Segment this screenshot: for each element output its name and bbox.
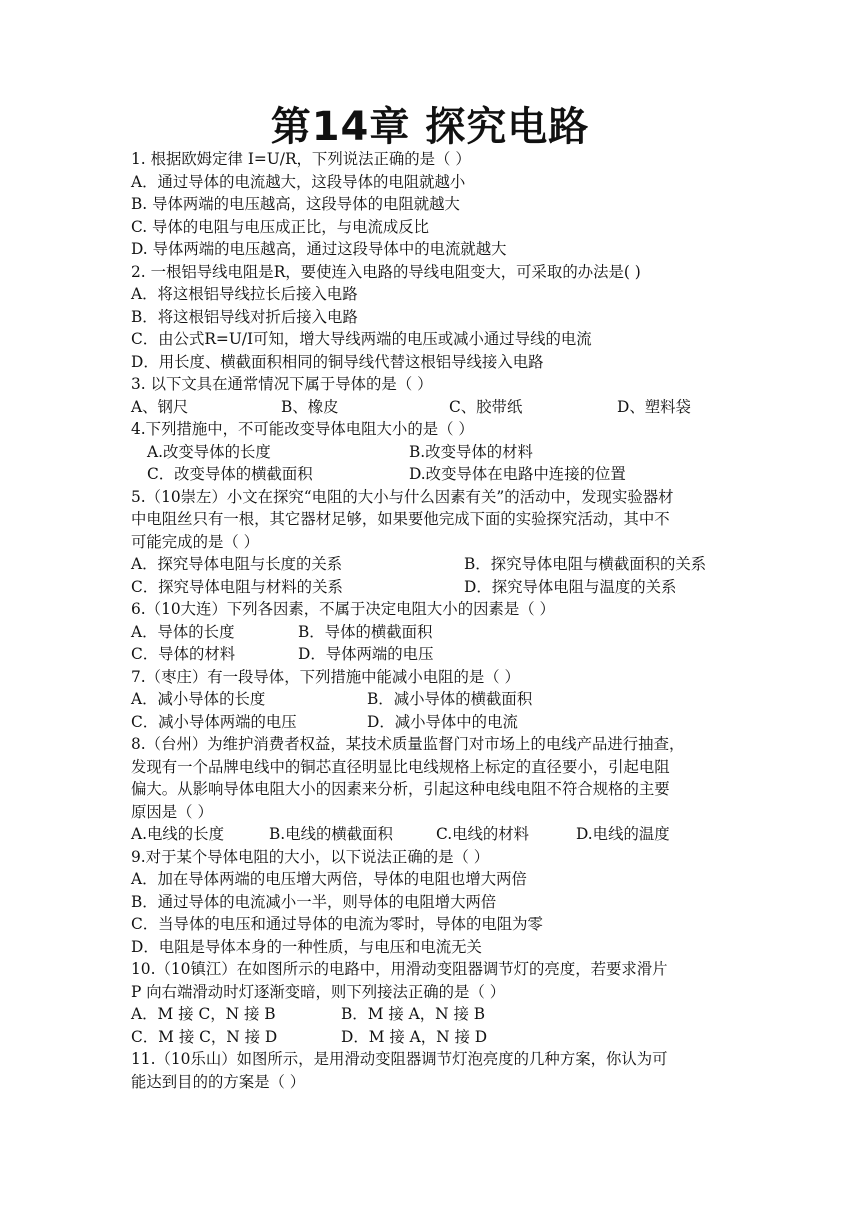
q11-stem-line2: 能达到目的的方案是（ ）	[131, 1072, 306, 1091]
q6-stem: 6.（10大连）下列各因素，不属于决定电阻大小的因素是（ ）	[131, 600, 555, 618]
q1-option-c: C. 导体的电阻与电压成正比，与电流成反比	[131, 217, 430, 236]
q8-stem-line2: 发现有一个品牌电线中的铜芯直径明显比电线规格上标定的直径要小，引起电阻	[131, 757, 670, 776]
q4-option-a: A.改变导体的长度	[147, 442, 271, 461]
q5-option-d: D．探究导体电阻与温度的关系	[464, 577, 677, 596]
q3-options	[131, 396, 731, 419]
q2-option-c: C．由公式R=U/I可知，增大导线两端的电压或减小通过导线的电流	[131, 330, 592, 348]
q3-option-c: C、胶带纸	[449, 397, 523, 416]
q9-option-d: D．电阻是导体本身的一种性质，与电压和电流无关	[131, 937, 482, 956]
chapter-title: 第14章 探究电路	[270, 104, 590, 150]
q4-options-row1	[131, 441, 731, 464]
q9-option-b: B．通过导体的电流减小一半，则导体的电阻增大两倍	[131, 892, 497, 911]
q4-option-b: B.改变导体的材料	[409, 442, 533, 461]
q10-option-a: A．M 接 C，N 接 B	[131, 1005, 276, 1023]
q6-options-row2	[131, 643, 731, 666]
q6-option-a: A．导体的长度	[131, 622, 235, 641]
q10-option-c: C．M 接 C，N 接 D	[131, 1027, 278, 1046]
q4-options-row2	[131, 463, 731, 486]
q10-option-d: D．M 接 A，N 接 D	[341, 1027, 488, 1046]
q5-stem-line1: 5.（10崇左）小文在探究“电阻的大小与什么因素有关”的活动中，发现实验器材	[131, 487, 674, 506]
q5-options-row2	[131, 576, 731, 599]
q3-option-b: B、橡皮	[281, 397, 339, 416]
q8-stem-line1: 8.（台州）为维护消费者权益，某技术质量监督门对市场上的电线产品进行抽查，	[131, 735, 685, 753]
q2-option-d: D．用长度、横截面积相同的铜导线代替这根铝导线接入电路	[131, 352, 544, 371]
q8-stem-line4: 原因是（ ）	[131, 802, 213, 821]
q5-option-a: A．探究导体电阻与长度的关系	[131, 555, 343, 573]
q7-option-b: B．减小导体的横截面积	[367, 690, 533, 708]
q7-options-row2	[131, 711, 731, 734]
q8-option-b: B.电线的横截面积	[269, 825, 393, 843]
q7-option-a: A．减小导体的长度	[131, 690, 266, 708]
q6-option-b: B．导体的横截面积	[298, 622, 433, 641]
q2-option-b: B．将这根铝导线对折后接入电路	[131, 307, 358, 326]
q7-options-row1	[131, 688, 731, 711]
q5-stem-line2: 中电阻丝只有一根，其它器材足够，如果要他完成下面的实验探究活动，其中不	[131, 510, 670, 528]
question-list	[131, 148, 731, 1093]
q9-stem: 9.对于某个导体电阻的大小，以下说法正确的是（ ）	[131, 847, 490, 866]
q1-option-a: A．通过导体的电流越大，这段导体的电阻就越小	[131, 172, 466, 191]
q7-option-c: C．减小导体两端的电压	[131, 712, 297, 731]
q10-stem-line1: 10.（10镇江）在如图所示的电路中，用滑动变阻器调节灯的亮度，若要求滑片	[131, 960, 668, 978]
q10-option-b: B．M 接 A，N 接 B	[341, 1005, 486, 1023]
q7-stem: 7.（枣庄）有一段导体，下列措施中能减小电阻的是（ ）	[131, 667, 520, 686]
q7-option-d: D．减小导体中的电流	[367, 712, 518, 731]
q4-option-d: D.改变导体在电路中连接的位置	[409, 465, 626, 483]
q9-option-a: A．加在导体两端的电压增大两倍，导体的电阻也增大两倍	[131, 870, 527, 888]
q3-option-a: A、钢尺	[131, 397, 189, 416]
q9-option-c: C．当导体的电压和通过导体的电流为零时，导体的电阻为零	[131, 915, 543, 933]
q6-options-row1	[131, 621, 731, 644]
q1-option-d: D. 导体两端的电压越高，通过这段导体中的电流就越大	[131, 240, 507, 258]
q5-option-c: C．探究导体电阻与材料的关系	[131, 577, 343, 596]
q5-option-b: B．探究导体电阻与横截面积的关系	[464, 555, 707, 573]
q5-options-row1	[131, 553, 731, 576]
q10-options-row2	[131, 1026, 731, 1049]
q5-stem-line3: 可能完成的是（ ）	[131, 532, 260, 551]
q8-options	[131, 823, 731, 846]
q8-stem-line3: 偏大。从影响导体电阻大小的因素来分析，引起这种电线电阻不符合规格的主要	[131, 780, 670, 798]
q8-option-a: A.电线的长度	[131, 825, 224, 843]
q6-option-c: C．导体的材料	[131, 645, 236, 663]
q8-option-c: C.电线的材料	[436, 825, 530, 843]
q4-option-c: C．改变导体的横截面积	[147, 465, 313, 483]
q3-option-d: D、塑料袋	[617, 397, 691, 416]
q10-options-row1	[131, 1003, 731, 1026]
q11-stem-line1: 11.（10乐山）如图所示，是用滑动变阻器调节灯泡亮度的几种方案，你认为可	[131, 1050, 668, 1068]
q2-stem: 2. 一根铝导线电阻是R，要使连入电路的导线电阻变大，可采取的办法是( )	[131, 262, 641, 281]
q3-stem: 3. 以下文具在通常情况下属于导体的是（ ）	[131, 375, 433, 393]
q1-option-b: B. 导体两端的电压越高，这段导体的电阻就越大	[131, 195, 460, 213]
q10-stem-line2: P 向右端滑动时灯逐渐变暗，则下列接法正确的是（ ）	[131, 982, 506, 1001]
q2-option-a: A．将这根铝导线拉长后接入电路	[131, 285, 358, 303]
q8-option-d: D.电线的温度	[576, 825, 670, 843]
q1-stem: 1. 根据欧姆定律 I=U/R，下列说法正确的是（ ）	[131, 150, 471, 168]
q6-option-d: D．导体两端的电压	[298, 645, 434, 663]
q4-stem: 4.下列措施中，不可能改变导体电阻大小的是（ ）	[131, 420, 474, 438]
